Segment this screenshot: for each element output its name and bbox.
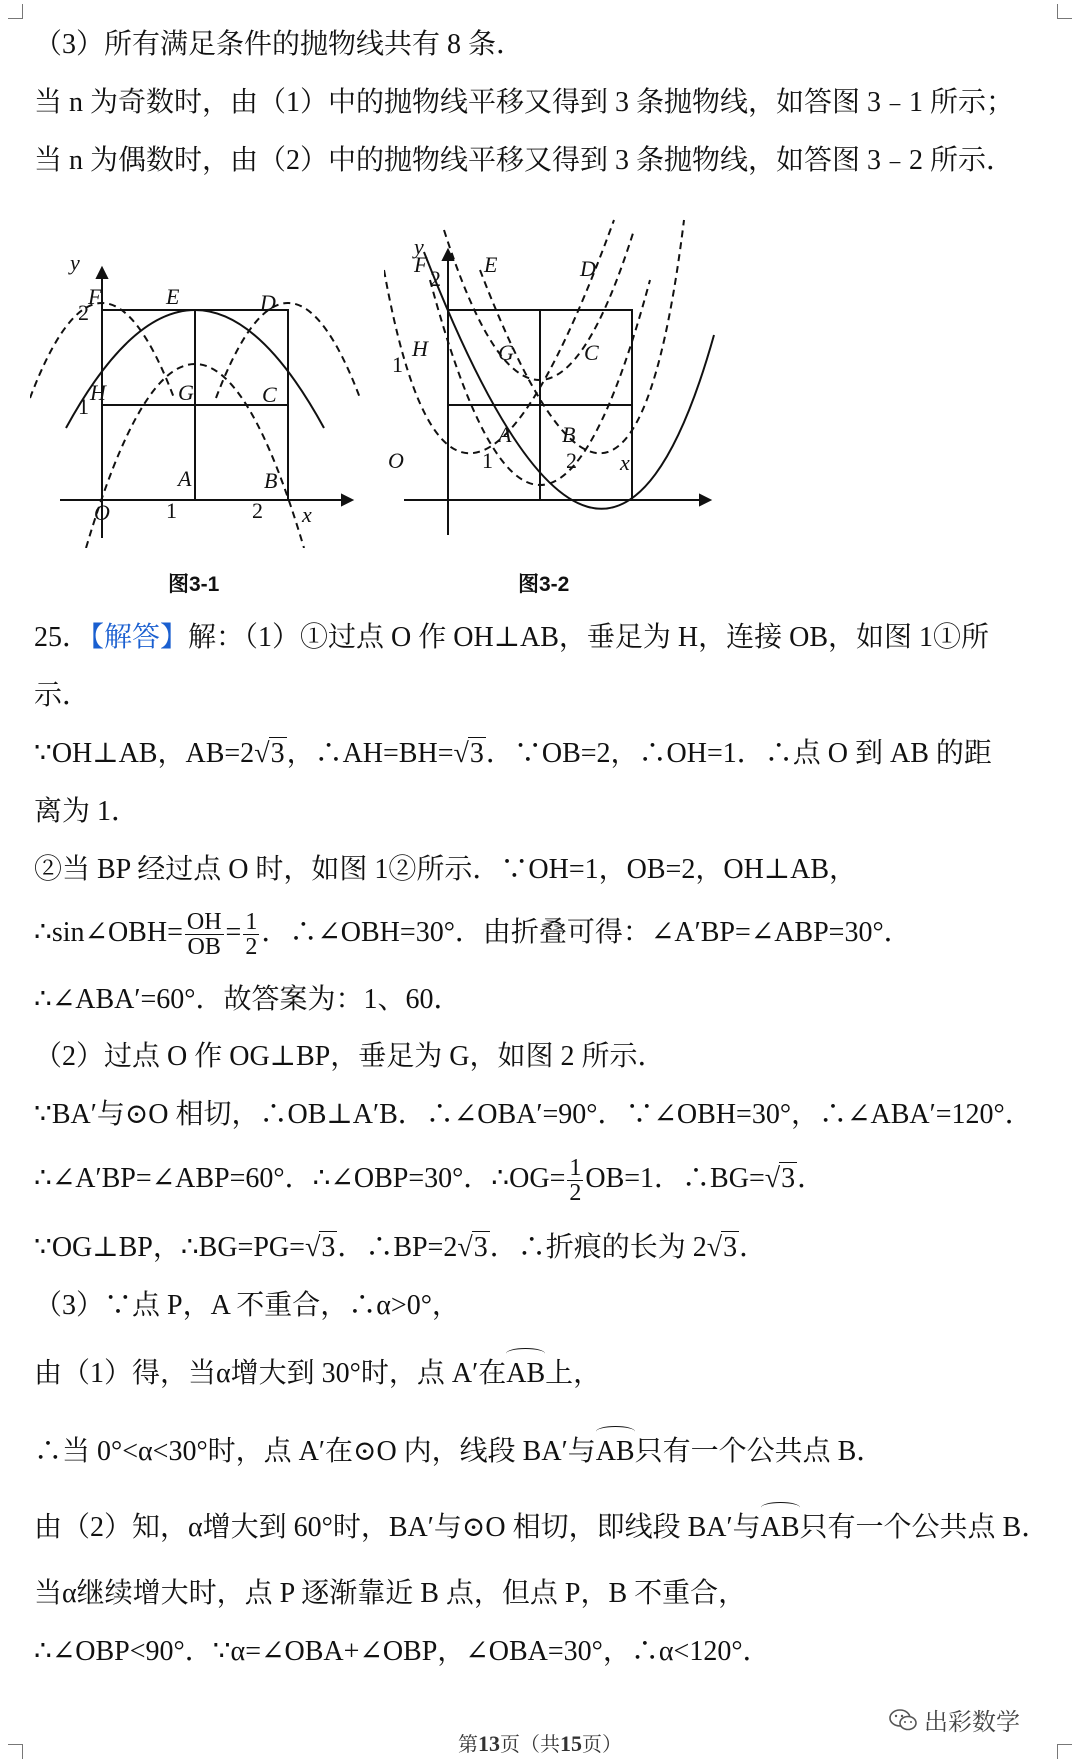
label-A: A (498, 422, 512, 447)
label-x: x (302, 502, 312, 527)
tick-one: 1 (482, 448, 493, 473)
label-D: D (260, 290, 276, 315)
label-B: B (562, 422, 576, 447)
label-O: O (388, 448, 404, 473)
text-line: ∴∠OBP<90°．∵α=∠OBA+∠OBP，∠OBA=30°，∴α<120°． (34, 1636, 771, 1667)
page-footer: 第13页（共15页） (458, 1731, 622, 1756)
figure-3-1 (30, 228, 360, 548)
text-line: ∴∠A′BP=∠ABP=60°．∴∠OBP=30°．∴OG= $\frac{1}{2}$ OB=1．∴BG=√3． (34, 1155, 826, 1206)
text-line: 当α继续增大时，点 P 逐渐靠近 B 点，但点 P，B 不重合， (34, 1578, 747, 1609)
text-line: 离为 1． (34, 796, 140, 827)
text-line: ②当 BP 经过点 O 时，如图 1②所示．∵OH=1，OB=2，OH⊥AB， (34, 854, 858, 885)
label-G: G (178, 380, 194, 405)
text-line: ∴∠ABA′=60°．故答案为：1、60． (34, 984, 462, 1015)
text-line: 当 n 为偶数时，由（2）中的抛物线平移又得到 3 条抛物线，如答图 3﹣2 所示． (34, 145, 1015, 176)
label-B: B (264, 468, 278, 493)
label-two: 2 (78, 300, 89, 325)
label-x: x (620, 450, 630, 475)
y-arrow (97, 268, 107, 278)
tick-two: 2 (252, 498, 263, 523)
question-number: 25． (34, 622, 91, 653)
label-two: 2 (430, 266, 441, 291)
sqrt: √3 (453, 738, 484, 769)
label-y: y (414, 234, 424, 259)
answer-tag: 【解答】 (90, 622, 189, 653)
text-line: （3）∵点 P，A 不重合，∴α>0°， (34, 1290, 460, 1321)
text-line: 25．【解答】解：（1）①过点 O 作 OH⊥AB，垂足为 H，连接 OB，如图 1①所 (34, 622, 990, 653)
sqrt: √3 (304, 1232, 336, 1263)
fraction: $\frac{1}{2}$ (245, 909, 258, 960)
sqrt: √3 (457, 1232, 488, 1263)
label-E: E (166, 284, 180, 309)
text-line: 当 n 为奇数时，由（1）中的抛物线平移又得到 3 条抛物线，如答图 3﹣1 所示； (34, 87, 1015, 118)
text-line: （2）过点 O 作 OG⊥BP，垂足为 G，如图 2 所示． (34, 1041, 666, 1072)
parabola-dashed-4 (480, 220, 684, 453)
label-H: H (412, 336, 428, 361)
tick-one: 1 (166, 498, 177, 523)
label-C: C (584, 340, 599, 365)
watermark-text: 出彩数学 (924, 1708, 1020, 1736)
label-D: D (580, 256, 596, 281)
label-y: y (70, 250, 80, 275)
text-line: ∵OG⊥BP，∴BG=PG=√3．∴BP=2√3．∴折痕的长为 2√3． (34, 1228, 1050, 1268)
text-line: 示． (34, 680, 91, 711)
arc-ab: AB (596, 1432, 635, 1472)
fraction: $\frac{1}{2}$ (569, 1155, 582, 1206)
text-line: ∵BA′与⊙O 相切，∴OB⊥A′B．∴∠OBA′=90°．∵∠OBH=30°，∴∠ABA′=120°． (34, 1099, 1033, 1130)
page-total: 15 (560, 1731, 582, 1756)
crop-mark (1057, 4, 1072, 19)
label-one: 1 (78, 394, 89, 419)
x-arrow (700, 495, 710, 505)
text-line: 由（1）得，当α增大到 30°时，点 A′在AB上， (34, 1354, 1050, 1394)
crop-mark (8, 4, 23, 19)
sqrt: √3 (764, 1162, 796, 1194)
label-A: A (178, 466, 192, 491)
label-one: 1 (392, 352, 403, 377)
fraction: $\frac{OH}{OB}$ (186, 909, 222, 960)
text-line: 由（2）知，α增大到 60°时，BA′与⊙O 相切，即线段 BA′与AB只有一个公共点 B． (34, 1508, 1050, 1548)
x-arrow (342, 495, 352, 505)
tick-two: 2 (566, 448, 577, 473)
text-line: ∴当 0°<α<30°时，点 A′在⊙O 内，线段 BA′与AB只有一个公共点 B． (34, 1432, 1050, 1472)
label-H: H (90, 380, 106, 405)
text-line: ∴sin∠OBH= $\frac{OH}{OB}$ = $\frac{1}{2}$ ．∴∠OBH=30°．由折叠可得：∠A′BP=∠ABP=30°． (34, 909, 912, 960)
arc-ab: AB (506, 1354, 545, 1394)
sqrt: √3 (706, 1232, 738, 1263)
figure-caption-3-1: 图3-1 (168, 573, 220, 596)
text-line: （3）所有满足条件的抛物线共有 8 条． (34, 29, 525, 60)
figure-caption-3-2: 图3-2 (518, 573, 570, 596)
label-C: C (262, 382, 277, 407)
label-G: G (498, 340, 514, 365)
label-F: F (88, 284, 102, 309)
label-E: E (484, 252, 498, 277)
text-line: ∵OH⊥AB，AB=2√3，∴AH=BH=√3．∵OB=2，∴OH=1．∴点 O 到 AB 的距 (34, 734, 1050, 774)
label-O: O (94, 500, 110, 525)
label-F: F (414, 252, 428, 277)
figure-3-2 (384, 210, 724, 550)
sqrt: √3 (254, 738, 285, 769)
page-number: 13 (478, 1731, 500, 1756)
arc-ab: AB (761, 1508, 800, 1548)
